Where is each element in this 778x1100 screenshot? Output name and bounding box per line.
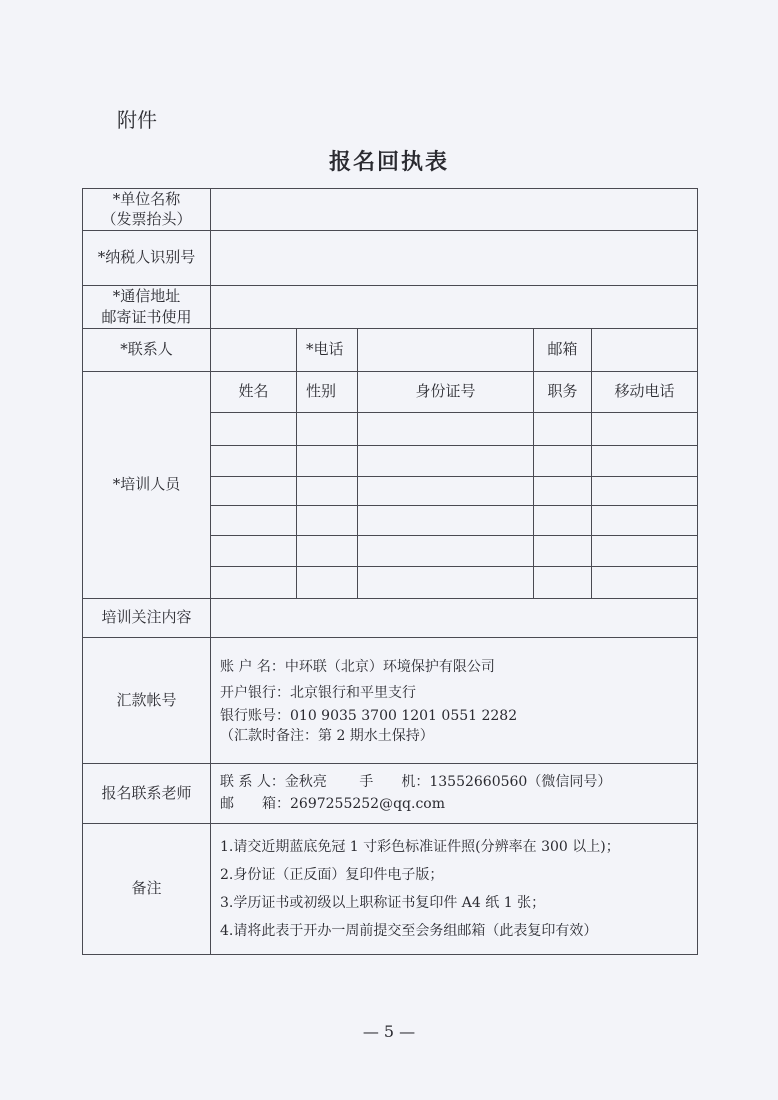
notes-list — [211, 823, 698, 954]
tax-id-field[interactable] — [211, 230, 698, 285]
header-gender: 性别 — [297, 371, 358, 412]
attachment-label: 附件 — [117, 108, 157, 132]
cell[interactable] — [297, 505, 358, 535]
cell[interactable] — [297, 445, 358, 476]
cell[interactable] — [534, 412, 592, 445]
focus-label: 培训关注内容 — [83, 598, 211, 637]
cell[interactable] — [358, 476, 534, 505]
cell[interactable] — [358, 566, 534, 598]
unit-name-field[interactable] — [211, 189, 698, 231]
cell[interactable] — [592, 445, 698, 476]
address-label: *通信地址 邮寄证书使用 — [83, 285, 211, 328]
trainees-label: *培训人员 — [83, 371, 211, 598]
remit-label: 汇款帐号 — [83, 637, 211, 763]
cell[interactable] — [534, 476, 592, 505]
remit-info — [211, 637, 698, 763]
note-item: 4.请将此表于开办一周前提交至会务组邮箱（此表复印有效） — [220, 922, 598, 939]
note-item: 3.学历证书或初级以上职称证书复印件 A4 纸 1 张； — [220, 894, 546, 911]
tax-id-label: *纳税人识别号 — [83, 230, 211, 285]
focus-field[interactable] — [211, 598, 698, 637]
cell[interactable] — [211, 505, 297, 535]
cell[interactable] — [358, 412, 534, 445]
account-name: 账 户 名：中环联（北京）环境保护有限公司 — [220, 658, 495, 675]
bank-name: 开户银行：北京银行和平里支行 — [220, 685, 416, 702]
cell[interactable] — [534, 566, 592, 598]
cell[interactable] — [592, 535, 698, 566]
teacher-info — [211, 763, 698, 823]
cell[interactable] — [297, 566, 358, 598]
cell[interactable] — [211, 566, 297, 598]
cell[interactable] — [211, 476, 297, 505]
cell[interactable] — [211, 535, 297, 566]
cell[interactable] — [297, 412, 358, 445]
page-number: — 5 — — [362, 1022, 416, 1041]
cell[interactable] — [534, 505, 592, 535]
unit-name-label: *单位名称 （发票抬头） — [83, 189, 211, 231]
phone-label: *电话 — [297, 328, 358, 371]
header-mobile: 移动电话 — [592, 371, 698, 412]
email-field[interactable] — [592, 328, 698, 371]
note-item: 1.请交近期蓝底免冠 1 寸彩色标准证件照(分辨率在 300 以上)； — [220, 838, 620, 855]
phone-field[interactable] — [358, 328, 534, 371]
contact-field[interactable] — [211, 328, 297, 371]
cell[interactable] — [534, 535, 592, 566]
notes-label: 备注 — [83, 823, 211, 954]
cell[interactable] — [211, 445, 297, 476]
teacher-contact: 联 系 人：金秋亮 手 机：13552660560（微信同号） — [220, 773, 612, 790]
remit-remark: （汇款时备注：第 2 期水土保持） — [220, 727, 434, 744]
cell[interactable] — [592, 566, 698, 598]
header-position: 职务 — [534, 371, 592, 412]
cell[interactable] — [358, 505, 534, 535]
contact-label: *联系人 — [83, 328, 211, 371]
teacher-email: 邮 箱：2697255252@qq.com — [220, 796, 445, 812]
email-label: 邮箱 — [534, 328, 592, 371]
cell[interactable] — [211, 412, 297, 445]
cell[interactable] — [297, 476, 358, 505]
cell[interactable] — [358, 445, 534, 476]
header-id-number: 身份证号 — [358, 371, 534, 412]
account-number: 银行账号：010 9035 3700 1201 0551 2282 — [220, 708, 518, 724]
cell[interactable] — [592, 412, 698, 445]
teacher-label: 报名联系老师 — [83, 763, 211, 823]
registration-form — [82, 188, 698, 955]
page-title: 报名回执表 — [328, 149, 449, 175]
header-name: 姓名 — [211, 371, 297, 412]
cell[interactable] — [297, 535, 358, 566]
note-item: 2.身份证（正反面）复印件电子版； — [220, 866, 444, 883]
address-field[interactable] — [211, 285, 698, 328]
cell[interactable] — [534, 445, 592, 476]
cell[interactable] — [358, 535, 534, 566]
cell[interactable] — [592, 505, 698, 535]
cell[interactable] — [592, 476, 698, 505]
